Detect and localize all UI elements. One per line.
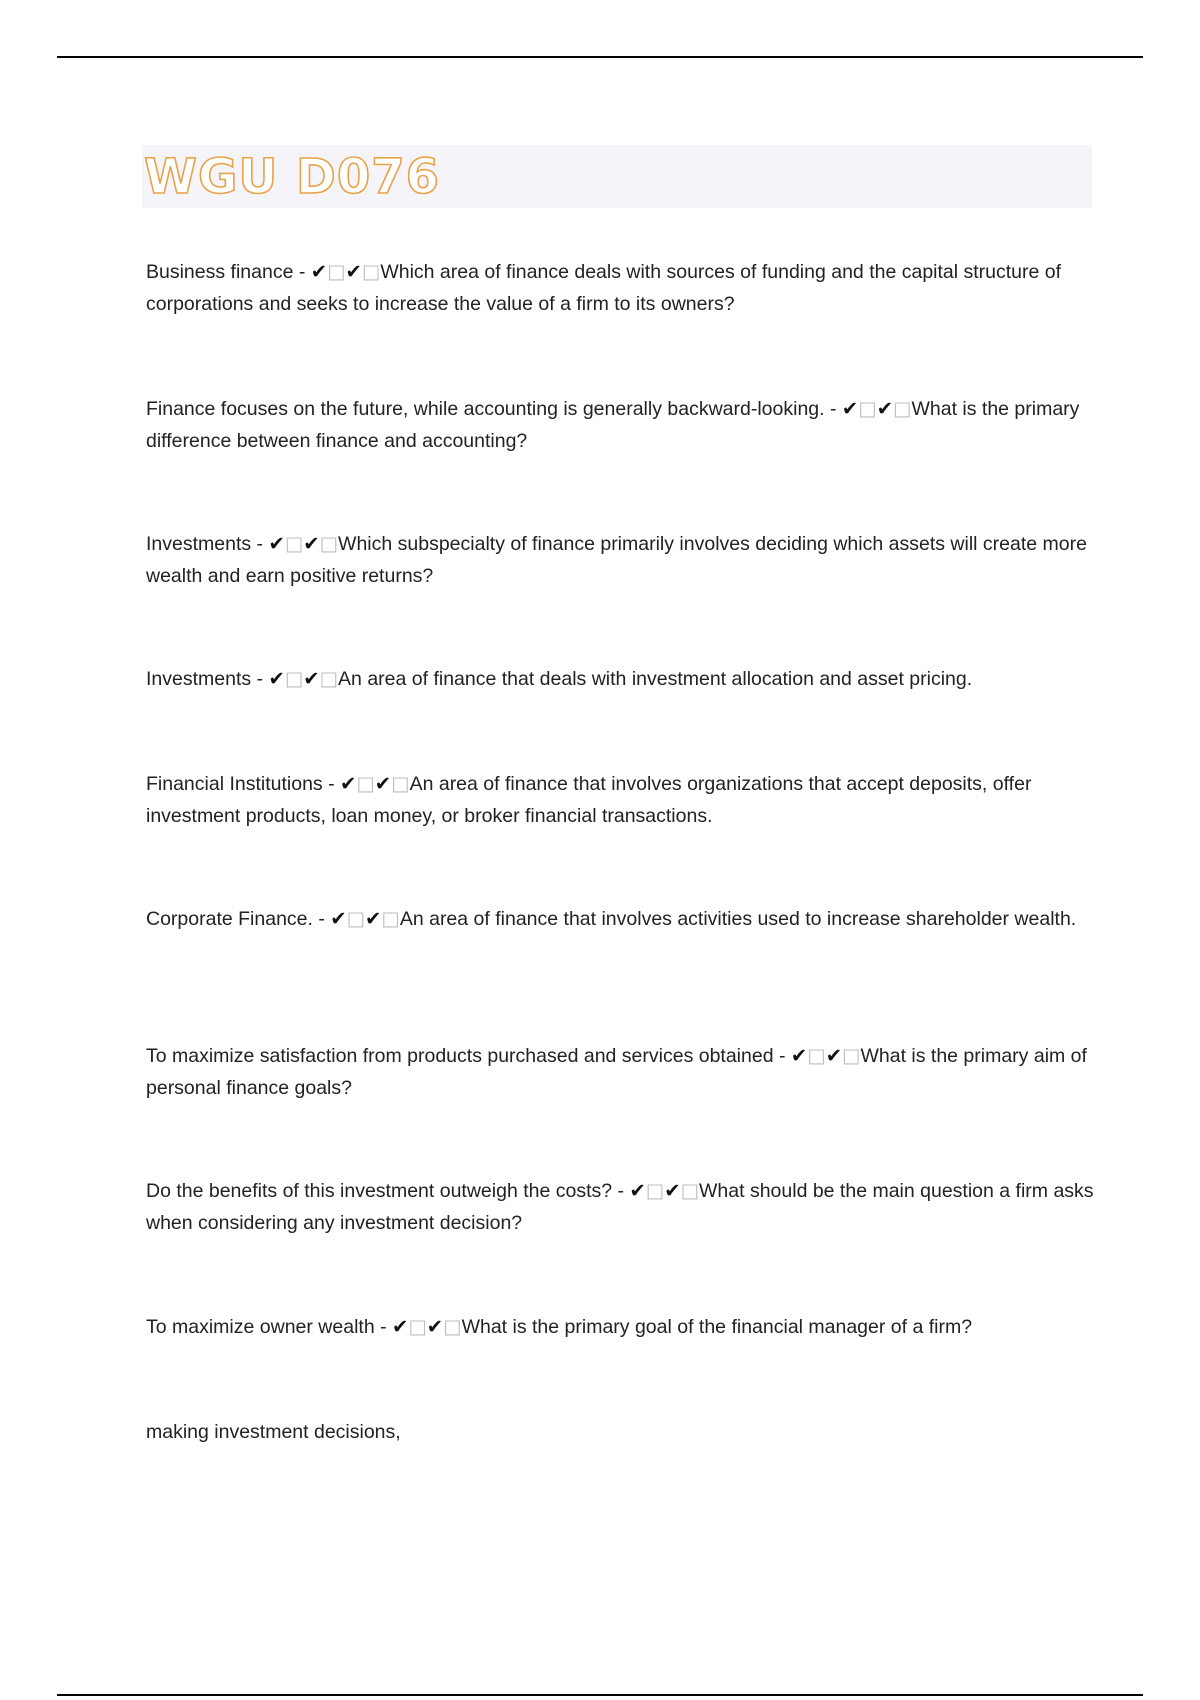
box-icon: □ bbox=[807, 1044, 826, 1067]
entry-term: Financial Institutions bbox=[146, 773, 323, 795]
box-icon: □ bbox=[408, 1315, 427, 1338]
box-icon: □ bbox=[893, 397, 912, 420]
flashcard-entry: Corporate Finance. - ✔□✔□An area of finance that involves activities used to increase shareholder wealth. bbox=[146, 907, 1077, 930]
check-icon: ✔ bbox=[629, 1179, 646, 1202]
entry-term: To maximize owner wealth bbox=[146, 1316, 375, 1338]
header-rule bbox=[57, 56, 1143, 58]
flashcard-entry: Financial Institutions - ✔□✔□An area of finance that involves organizations that accept deposits, offer investment products, loan money, or broker financial transactions. bbox=[146, 772, 1032, 827]
entry-text: An area of finance that deals with investment allocation and asset pricing. bbox=[338, 668, 973, 690]
check-icon: ✔ bbox=[426, 1315, 444, 1338]
box-icon: □ bbox=[284, 532, 304, 555]
check-icon: ✔ bbox=[268, 667, 285, 690]
flashcard-entry: Investments - ✔□✔□Which subspecialty of finance primarily involves deciding which assets will create more wealth and earn positive returns? bbox=[146, 532, 1087, 587]
entry-term: Do the benefits of this investment outweigh the costs? bbox=[146, 1180, 613, 1202]
box-icon: □ bbox=[381, 907, 400, 930]
box-icon: □ bbox=[361, 260, 381, 283]
entry-term: To maximize satisfaction from products purchased and services obtained bbox=[146, 1045, 774, 1067]
check-icon: ✔ bbox=[664, 1179, 681, 1202]
entry-term: Corporate Finance. bbox=[146, 908, 313, 930]
box-icon: □ bbox=[319, 532, 339, 555]
flashcard-entry: To maximize owner wealth - ✔□✔□What is the primary goal of the financial manager of a firm? bbox=[146, 1315, 973, 1338]
box-icon: □ bbox=[319, 667, 339, 690]
entry-text: An area of finance that involves organizations that accept deposits, offer investment products, loan money, or broker financial transactions. bbox=[146, 773, 1032, 827]
check-icon: ✔ bbox=[365, 907, 382, 930]
box-icon: □ bbox=[443, 1315, 462, 1338]
box-icon: □ bbox=[284, 667, 304, 690]
check-icon: ✔ bbox=[330, 907, 347, 930]
entry-text: What is the primary aim of personal finance goals? bbox=[146, 1045, 1087, 1099]
flashcard-entry: Business finance - ✔□✔□Which area of finance deals with sources of funding and the capital structure of corporations and seeks to increase the value of a firm to its owners? bbox=[146, 260, 1062, 315]
entry-text: What is the primary goal of the financial manager of a firm? bbox=[461, 1316, 973, 1338]
check-icon: ✔ bbox=[268, 532, 285, 555]
entry-text: Which area of finance deals with sources of funding and the capital structure of corporations and seeks to increase the value of a firm to its owners? bbox=[146, 261, 1062, 315]
box-icon: □ bbox=[327, 260, 346, 283]
check-icon: ✔ bbox=[345, 260, 362, 283]
trailing-paragraph: making investment decisions, bbox=[146, 1421, 401, 1443]
check-icon: ✔ bbox=[340, 772, 357, 795]
entry-term: Investments bbox=[146, 668, 252, 690]
flashcard-entry: Investments - ✔□✔□An area of finance that deals with investment allocation and asset pricing. bbox=[146, 667, 973, 690]
box-icon: □ bbox=[346, 907, 366, 930]
box-icon: □ bbox=[391, 772, 410, 795]
box-icon: □ bbox=[858, 397, 877, 420]
check-icon: ✔ bbox=[303, 532, 320, 555]
entry-text: Which subspecialty of finance primarily involves deciding which assets will create more wealth and earn positive returns? bbox=[146, 533, 1087, 587]
flashcard-entry: Do the benefits of this investment outweigh the costs? - ✔□✔□What should be the main question a firm asks when considering any investment decision? bbox=[146, 1179, 1094, 1234]
entry-term: Finance focuses on the future, while accounting is generally backward-looking. bbox=[146, 398, 825, 420]
entry-text: What is the primary difference between finance and accounting? bbox=[146, 398, 1080, 452]
check-icon: ✔ bbox=[876, 397, 894, 420]
footer-rule bbox=[57, 1694, 1143, 1696]
check-icon: ✔ bbox=[374, 772, 392, 795]
box-icon: □ bbox=[680, 1179, 700, 1202]
check-icon: ✔ bbox=[392, 1315, 409, 1338]
check-icon: ✔ bbox=[825, 1044, 843, 1067]
check-icon: ✔ bbox=[310, 260, 328, 283]
box-icon: □ bbox=[842, 1044, 861, 1067]
check-icon: ✔ bbox=[303, 667, 320, 690]
box-icon: □ bbox=[645, 1179, 665, 1202]
entry-term: Investments bbox=[146, 533, 252, 555]
flashcard-entry: Finance focuses on the future, while accounting is generally backward-looking. - ✔□✔□What is the primary difference between finance and accounting? bbox=[146, 397, 1080, 452]
entry-term: Business finance bbox=[146, 261, 294, 283]
entry-text: An area of finance that involves activities used to increase shareholder wealth. bbox=[399, 908, 1077, 930]
check-icon: ✔ bbox=[841, 397, 859, 420]
entry-text: What should be the main question a firm asks when considering any investment decision? bbox=[146, 1180, 1094, 1234]
check-icon: ✔ bbox=[790, 1044, 808, 1067]
document-title: WGU D076 bbox=[144, 149, 441, 205]
flashcard-entry: To maximize satisfaction from products purchased and services obtained - ✔□✔□What is the primary aim of personal finance goals? bbox=[146, 1044, 1087, 1099]
box-icon: □ bbox=[356, 772, 375, 795]
